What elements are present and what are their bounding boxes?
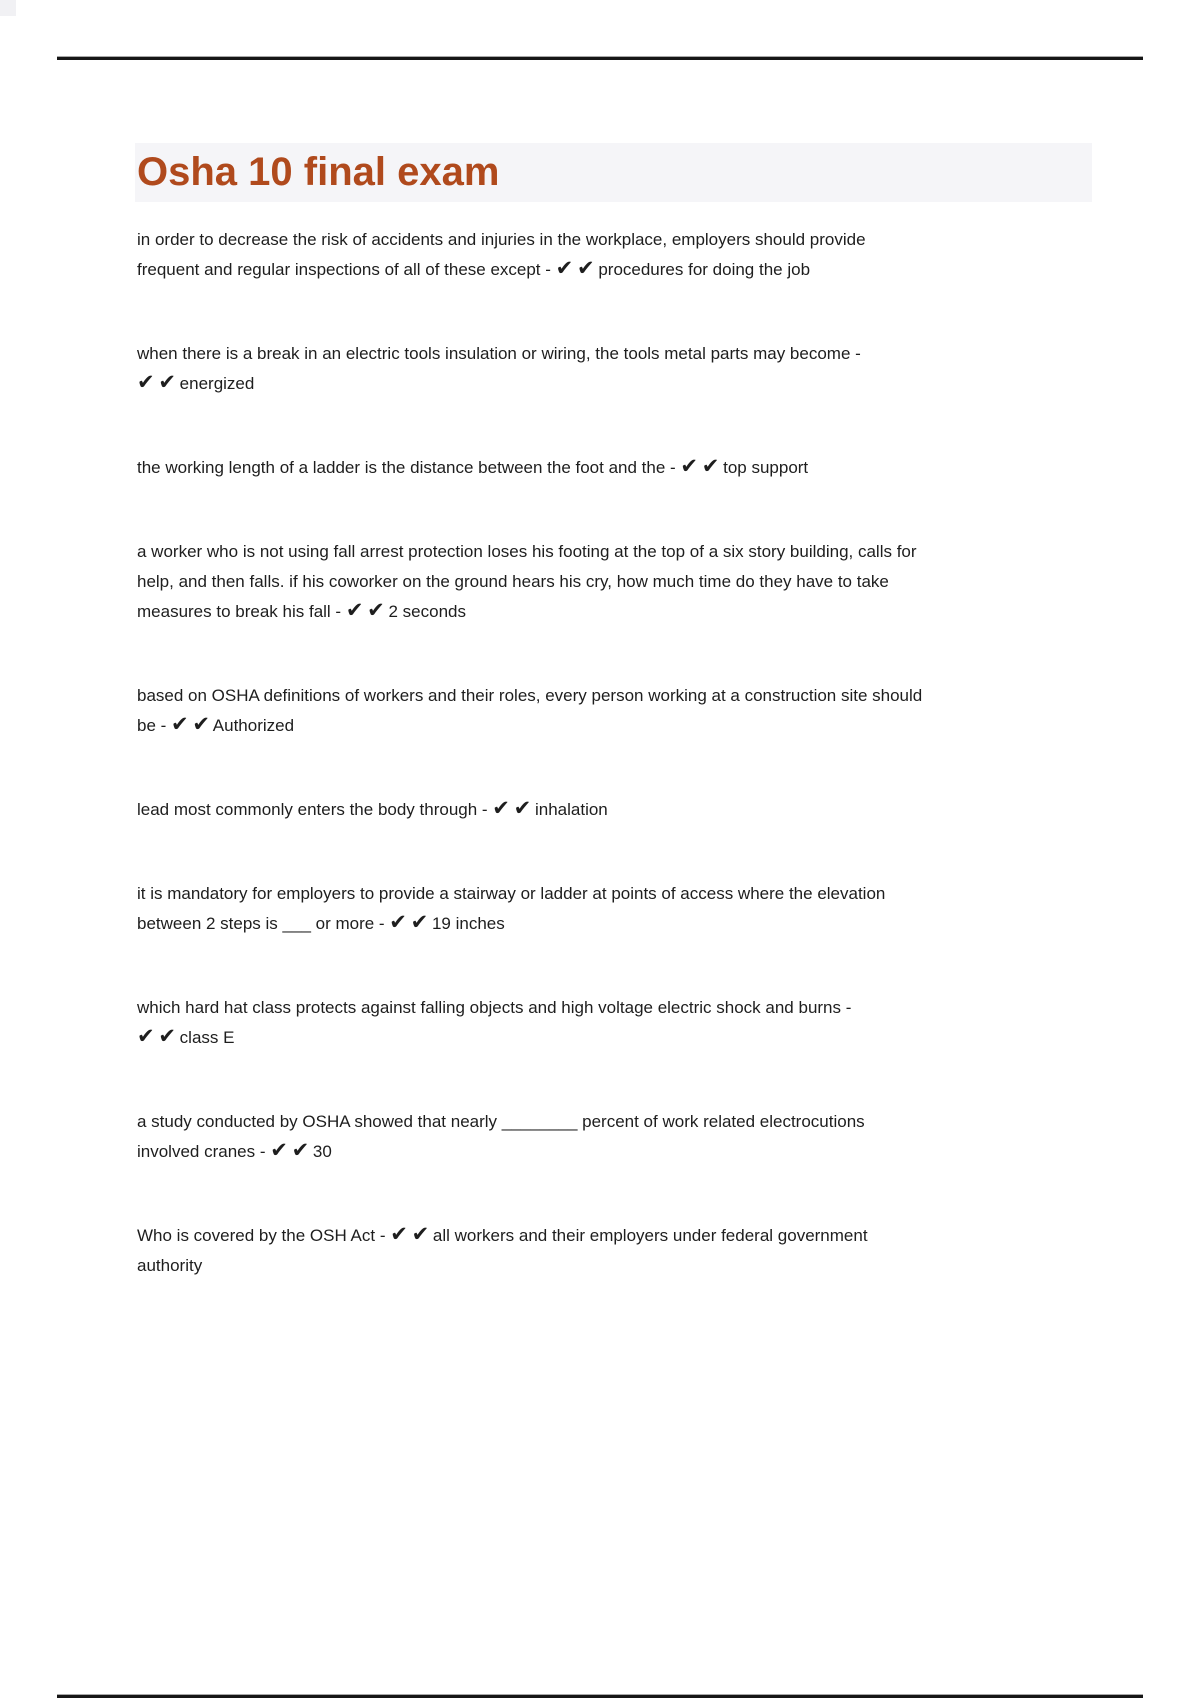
check-icon: ✔ [171, 712, 188, 736]
qa-line: the working length of a ladder is the distance between the foot and the - ✔ ✔ top support [137, 454, 809, 478]
top-left-artifact [0, 0, 16, 16]
check-icon: ✔ [158, 370, 175, 394]
check-icon: ✔ [367, 598, 384, 622]
qa-line: frequent and regular inspections of all of these except - ✔ ✔ procedures for doing the job [137, 256, 811, 280]
page-title: Osha 10 final exam [137, 150, 500, 194]
check-icon: ✔ [577, 256, 594, 280]
check-icon: ✔ [158, 1024, 175, 1048]
check-icon: ✔ [411, 1222, 429, 1246]
qa-item-5 [137, 681, 1097, 741]
qa-line: involved cranes - ✔ ✔ 30 [137, 1138, 332, 1162]
bottom-rule [57, 1695, 1143, 1698]
qa-line: be - ✔ ✔ Authorized [137, 712, 295, 736]
qa-line: measures to break his fall - ✔ ✔ 2 seconds [137, 598, 466, 622]
qa-item-10 [137, 1221, 1097, 1281]
qa-item-1 [137, 225, 1097, 285]
qa-line: when there is a break in an electric tools insulation or wiring, the tools metal parts may become - [137, 344, 861, 363]
qa-line: help, and then falls. if his coworker on the ground hears his cry, how much time do they have to take [137, 572, 889, 591]
check-icon: ✔ [137, 370, 154, 394]
qa-line: lead most commonly enters the body through - ✔ ✔ inhalation [137, 796, 608, 820]
title-highlight-bar [135, 143, 1092, 202]
qa-item-3 [137, 453, 1097, 483]
qa-item-2 [137, 339, 1097, 399]
qa-item-4 [137, 537, 1097, 627]
qa-line: authority [137, 1256, 203, 1275]
qa-line: in order to decrease the risk of accidents and injuries in the workplace, employers should provide [137, 230, 866, 249]
check-icon: ✔ [701, 454, 719, 478]
qa-line: a worker who is not using fall arrest protection loses his footing at the top of a six story building, calls for [137, 542, 917, 561]
qa-list [137, 225, 1097, 1281]
qa-item-6 [137, 795, 1097, 825]
check-icon: ✔ [410, 910, 428, 934]
qa-item-8 [137, 993, 1097, 1053]
check-icon: ✔ [390, 1222, 407, 1246]
qa-item-7 [137, 879, 1097, 939]
check-icon: ✔ [513, 796, 531, 820]
check-icon: ✔ [270, 1138, 287, 1162]
check-icon: ✔ [680, 454, 698, 478]
qa-line: based on OSHA definitions of workers and their roles, every person working at a construction site should [137, 686, 923, 705]
qa-line: which hard hat class protects against falling objects and high voltage electric shock and burns - [137, 998, 852, 1017]
check-icon: ✔ [555, 256, 573, 280]
qa-line: ✔ ✔ class E [137, 1024, 235, 1048]
qa-line: it is mandatory for employers to provide a stairway or ladder at points of access where the elevation [137, 884, 886, 903]
check-icon: ✔ [137, 1024, 154, 1048]
qa-line: a study conducted by OSHA showed that nearly ________ percent of work related electrocutions [137, 1112, 865, 1131]
qa-line: between 2 steps is ___ or more - ✔ ✔ 19 inches [137, 910, 505, 934]
qa-line: Who is covered by the OSH Act - ✔ ✔ all workers and their employers under federal government [137, 1222, 868, 1246]
check-icon: ✔ [345, 598, 363, 622]
qa-line: ✔ ✔ energized [137, 370, 255, 394]
top-rule [57, 57, 1143, 60]
qa-item-9 [137, 1107, 1097, 1167]
check-icon: ✔ [291, 1138, 309, 1162]
check-icon: ✔ [192, 712, 209, 736]
check-icon: ✔ [492, 796, 509, 820]
check-icon: ✔ [389, 910, 406, 934]
